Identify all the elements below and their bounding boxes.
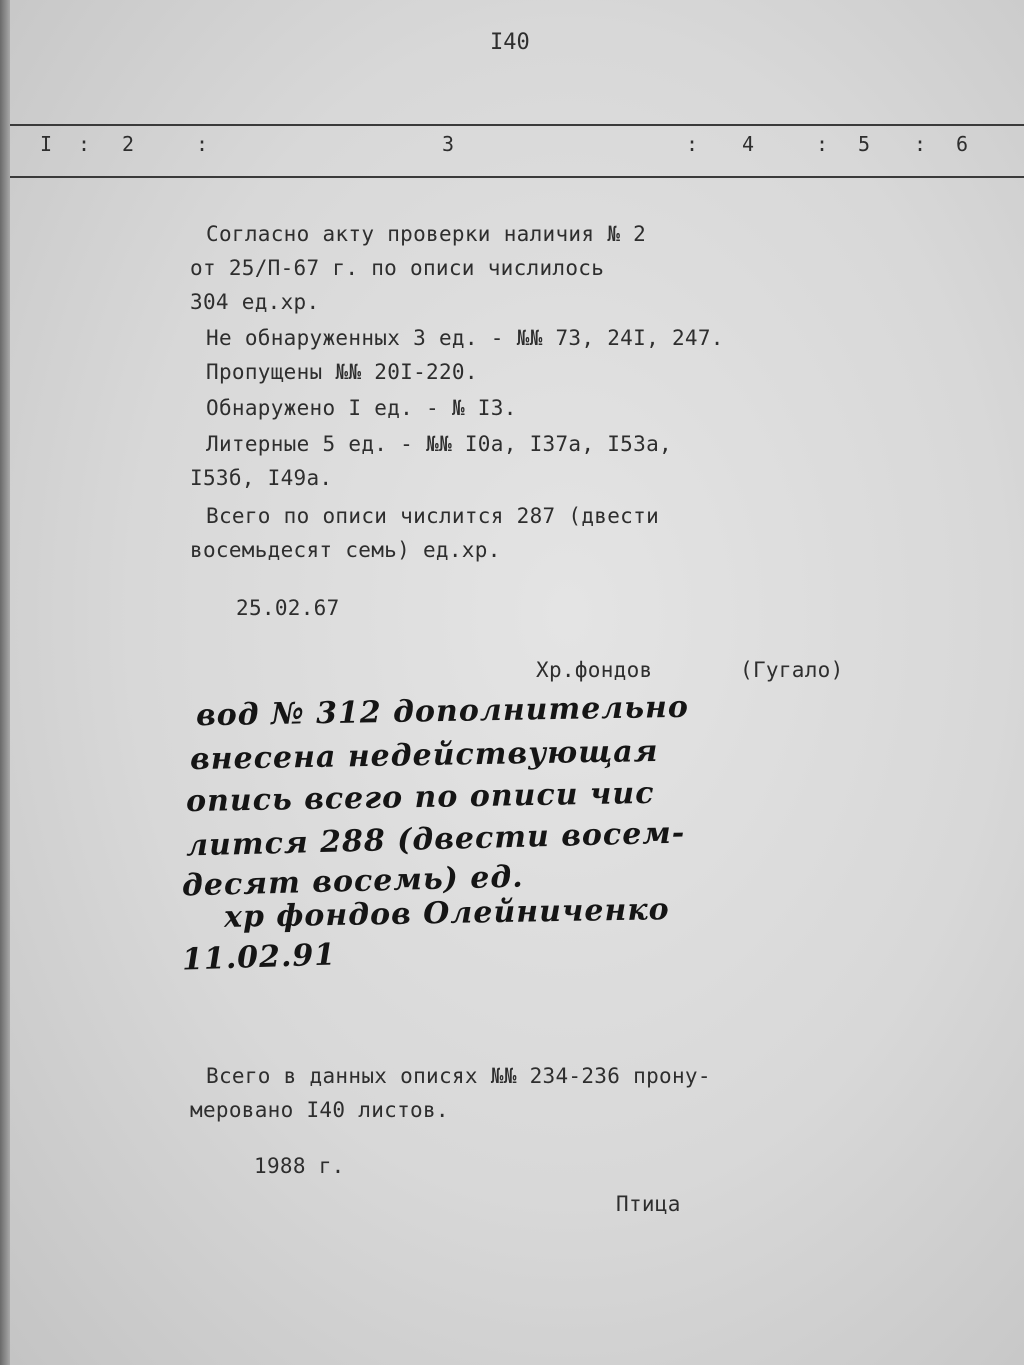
signature-name: (Гугало) (740, 658, 844, 682)
footer-line: Всего в данных описях №№ 234-236 прону- (206, 1064, 711, 1088)
column-number-2: 2 (122, 132, 135, 156)
column-number-1: I (40, 132, 53, 156)
handwritten-line: лится 288 (двести восем- (185, 815, 686, 864)
handwritten-line: опись всего по описи чис (185, 775, 655, 820)
footer-year: 1988 г. (254, 1154, 345, 1178)
handwritten-line: вод № 312 дополнительно (195, 689, 690, 734)
body-line: восемьдесят семь) ед.хр. (190, 538, 501, 562)
body-line: Обнаружено I ед. - № I3. (206, 396, 517, 420)
handwritten-line: десят восемь) ед. (181, 859, 525, 904)
page-number: I40 (490, 30, 530, 55)
archive-page (10, 0, 1024, 1365)
body-line: Согласно акту проверки наличия № 2 (206, 222, 647, 246)
body-line: I53б, I49а. (190, 466, 333, 490)
signature-title: Хр.фондов (536, 658, 653, 682)
body-line: Пропущены №№ 20I-220. (206, 360, 478, 384)
header-rule-top (10, 124, 1024, 126)
body-line: 304 ед.хр. (190, 290, 320, 314)
body-line: Не обнаруженных 3 ед. - №№ 73, 24I, 247. (206, 326, 724, 350)
body-line: Всего по описи числится 287 (двести (206, 504, 660, 528)
handwritten-date: 11.02.91 (181, 937, 337, 978)
footer-signature: Птица (616, 1192, 681, 1216)
column-separator: : (686, 132, 699, 156)
binding-edge (0, 0, 10, 1365)
column-number-4: 4 (742, 132, 755, 156)
document-date: 25.02.67 (236, 596, 340, 620)
footer-line: меровано I40 листов. (190, 1098, 449, 1122)
column-separator: : (914, 132, 927, 156)
column-number-5: 5 (858, 132, 871, 156)
body-line: от 25/П-67 г. по описи числилось (190, 256, 605, 280)
handwritten-signature-line: хр фондов Олейниченко (223, 892, 670, 935)
header-rule-bottom (10, 176, 1024, 178)
column-number-3: 3 (442, 132, 455, 156)
column-separator: : (78, 132, 91, 156)
body-line: Литерные 5 ед. - №№ I0а, I37а, I53а, (206, 432, 672, 456)
handwritten-line: внесена недействующая (189, 733, 659, 778)
column-number-6: 6 (956, 132, 969, 156)
column-separator: : (196, 132, 209, 156)
column-header-row (10, 132, 1024, 172)
column-separator: : (816, 132, 829, 156)
